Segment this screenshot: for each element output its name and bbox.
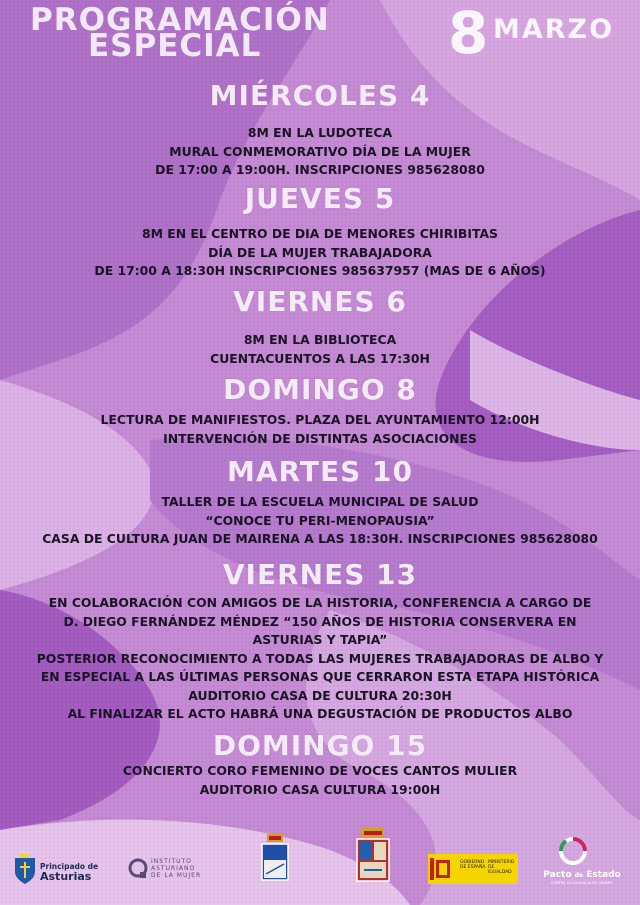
sponsor-logos	[0, 820, 640, 905]
logo-pacto-text: Pacto de Estado CONTRA LA VIOLENCIA DE GÉNERO	[543, 870, 621, 885]
spain-crest-icon	[430, 856, 454, 882]
instituto-mujer-icon	[128, 858, 148, 880]
day-heading-thursday: JUEVES 5	[244, 182, 396, 215]
event-friday-13	[0, 594, 640, 724]
day-heading-wednesday: MIÉRCOLES 4	[209, 79, 431, 112]
event-line: 8M EN EL CENTRO DE DIA DE MENORES CHIRIBITAS	[141, 226, 498, 241]
logo-instituto-text: INSTITUTO ASTURIANO DE LA MUJER	[151, 858, 202, 879]
event-line: CUENTACUENTOS A LAS 17:30H	[210, 350, 430, 366]
event-line: D. DIEGO FERNÁNDEZ MÉNDEZ “150 AÑOS DE HISTORIA CONSERVERA EN	[63, 613, 577, 629]
municipal-crest-icon	[260, 834, 290, 882]
event-line: AUDITORIO CASA DE CULTURA 20:30H	[188, 687, 452, 703]
event-sunday-15	[0, 762, 640, 799]
event-line: ASTURIAS Y TAPIA”	[252, 632, 388, 647]
event-line: AUDITORIO CASA CULTURA 19:00H	[199, 781, 441, 797]
event-tuesday	[0, 493, 640, 549]
day-heading-sunday-8: DOMINGO 8	[223, 373, 417, 406]
event-line: LECTURA DE MANIFIESTOS. PLAZA DEL AYUNTAMIENTO 12:00H	[100, 412, 540, 427]
logo-municipal-crest	[260, 834, 290, 886]
event-line: 8M EN LA BIBLIOTECA	[243, 332, 397, 347]
event-line: DE 17:00 A 19:00H. INSCRIPCIONES 985628080	[155, 162, 485, 177]
event-line: “CONOCE TU PERI-MENOPAUSIA”	[205, 512, 435, 528]
day-heading-friday: VIERNES 6	[233, 285, 407, 318]
event-sunday-8	[0, 411, 640, 448]
event-line: POSTERIOR RECONOCIMIENTO A TODAS LAS MUJERES TRABAJADORAS DE ALBO Y	[36, 650, 604, 666]
event-line: CASA DE CULTURA JUAN DE MAIRENA A LAS 18:30H. INSCRIPCIONES 985628080	[42, 531, 598, 546]
event-line: TALLER DE LA ESCUELA MUNICIPAL DE SALUD	[161, 494, 479, 509]
event-line: INTERVENCIÓN DE DISTINTAS ASOCIACIONES	[163, 430, 477, 446]
logo-pacto-estado	[558, 836, 588, 870]
logo-tapia-crest	[354, 828, 392, 888]
day-heading-friday-13: VIERNES 13	[222, 558, 418, 591]
title-line-2: ESPECIAL	[88, 28, 262, 64]
day-heading-sunday-15: DOMINGO 15	[212, 729, 428, 762]
month: MARZO	[493, 14, 615, 45]
event-thursday	[0, 225, 640, 281]
event-wednesday	[0, 124, 640, 180]
day-number: 8	[448, 0, 489, 67]
event-line: AL FINALIZAR EL ACTO HABRÁ UNA DEGUSTACIÓN DE PRODUCTOS ALBO	[67, 706, 573, 721]
logo-asturias-text: Principado de Asturias	[40, 862, 99, 883]
pacto-estado-icon	[558, 836, 588, 866]
event-line: CONCIERTO CORO FEMENINO DE VOCES CANTOS MULIER	[122, 763, 518, 778]
event-friday	[0, 331, 640, 368]
event-line: DÍA DE LA MUJER TRABAJADORA	[208, 244, 432, 260]
logo-instituto-mujer	[128, 858, 148, 884]
event-line: 8M EN LA LUDOTECA	[247, 125, 393, 140]
event-line: EN COLABORACIÓN CON AMIGOS DE LA HISTORIA, CONFERENCIA A CARGO DE	[48, 595, 592, 610]
day-heading-tuesday: MARTES 10	[227, 455, 413, 488]
logo-ministerio-igualdad: GOBIERNO DE ESPAÑA MINISTERIO DE IGUALDAD	[428, 854, 518, 884]
logo-principado-asturias	[12, 854, 38, 890]
event-line: EN ESPECIAL A LAS ÚLTIMAS PERSONAS QUE CERRARON ESTA ETAPA HISTÓRICA	[40, 669, 600, 684]
tapia-crest-icon	[354, 828, 392, 884]
title-line-1: PROGRAMACIÓN	[30, 2, 330, 38]
asturias-crest-icon	[12, 854, 38, 886]
event-line: MURAL CONMEMORATIVO DÍA DE LA MUJER	[169, 143, 471, 159]
event-line: DE 17:00 A 18:30H INSCRIPCIONES 985637957 (MAS DE 6 AÑOS)	[94, 263, 546, 278]
